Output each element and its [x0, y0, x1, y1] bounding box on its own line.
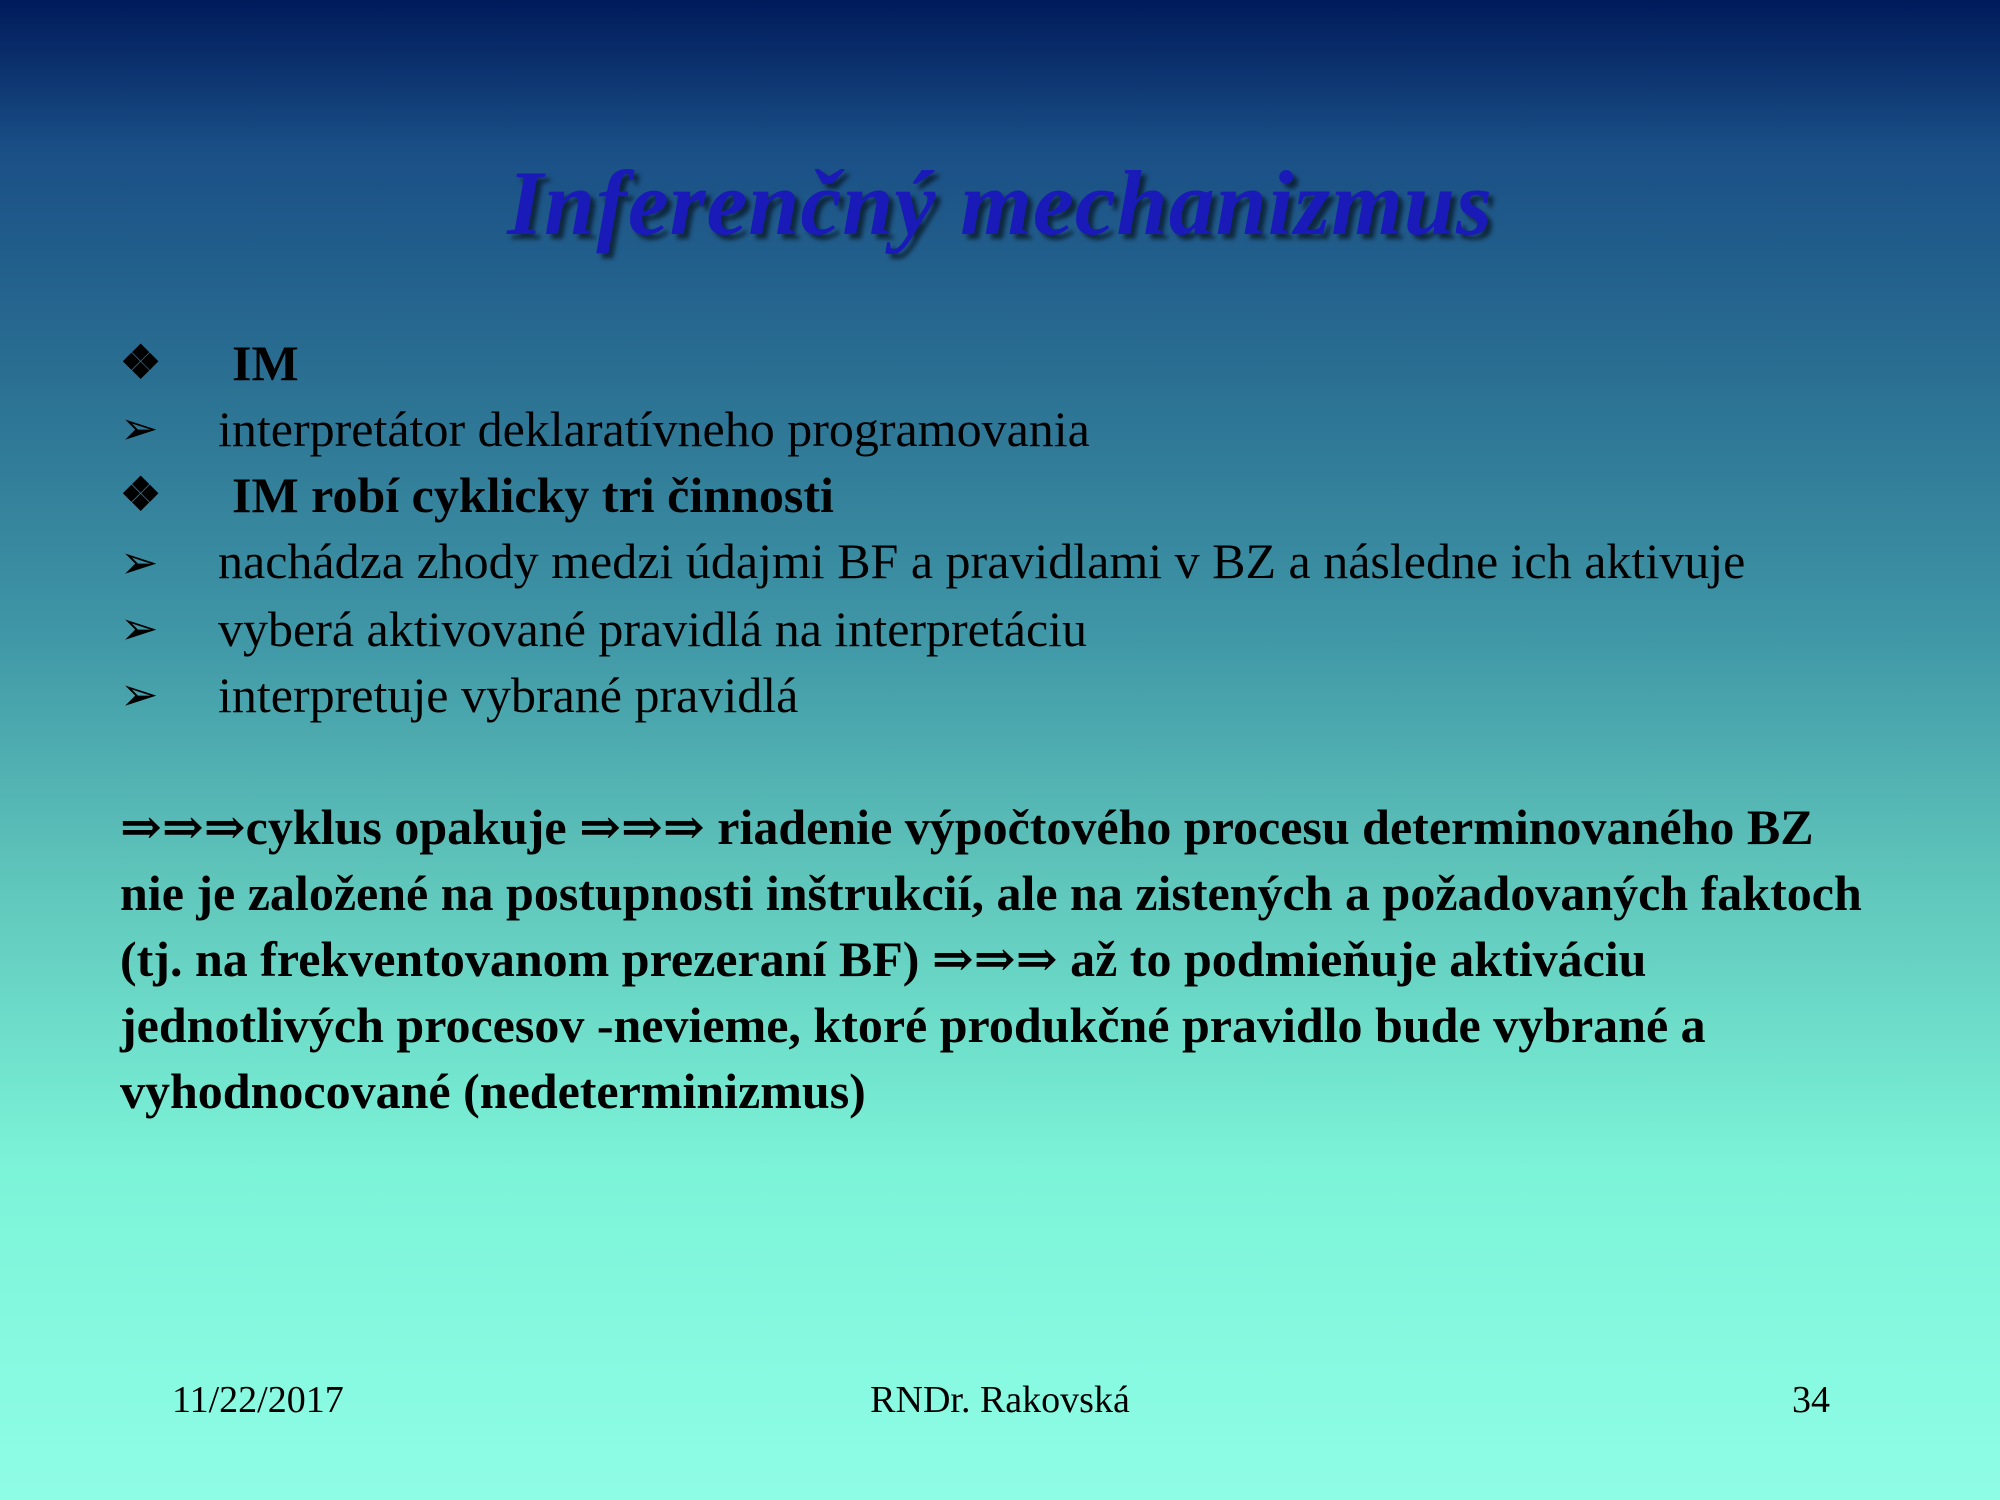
list-item-text: interpretátor deklaratívneho programovania: [218, 401, 1090, 457]
diamond-bullet-icon: ❖: [120, 469, 162, 520]
list-item: [120, 528, 1880, 596]
list-item-text: vyberá aktivované pravidlá na interpretáciu: [218, 601, 1088, 657]
arrow-bullet-icon: ➢: [120, 669, 159, 720]
list-item: [120, 662, 1880, 728]
list-item: [120, 396, 1880, 462]
slide-title: Inferenčný mechanizmus: [507, 152, 1493, 254]
list-item: [120, 462, 1880, 528]
arrow-bullet-icon: ➢: [120, 603, 159, 654]
list-item: [120, 330, 1880, 396]
spacer: [120, 728, 1880, 794]
list-item: [120, 596, 1880, 662]
list-item-text: nachádza zhody medzi údajmi BF a pravidlami v BZ a následne ich aktivuje: [218, 533, 1746, 589]
summary-paragraph: ⇒⇒⇒cyklus opakuje ⇒⇒⇒ riadenie výpočtového procesu determinovaného BZ nie je založené na postupnosti inštrukcií, ale na zistených a požadovaných faktoch (tj. na frekventovanom prezeraní BF) ⇒⇒⇒ až to podmieňuje aktiváciu jednotlivých procesov -nevieme, ktoré produkčné pravidlo bude vybrané a vyhodnocované (nedeterminizmus): [120, 799, 1862, 1119]
list-item-text: IM robí cyklicky tri činnosti: [232, 467, 834, 523]
list-item-text: interpretuje vybrané pravidlá: [218, 667, 799, 723]
list-item-text: IM: [232, 335, 299, 391]
footer-page-number: 34: [1792, 1379, 1830, 1421]
arrow-bullet-icon: ➢: [120, 537, 159, 588]
diamond-bullet-icon: ❖: [120, 337, 162, 388]
footer-date: 11/22/2017: [172, 1379, 344, 1421]
arrow-bullet-icon: ➢: [120, 403, 159, 454]
footer-author: RNDr. Rakovská: [870, 1379, 1130, 1421]
slide-content: [120, 330, 1880, 1124]
